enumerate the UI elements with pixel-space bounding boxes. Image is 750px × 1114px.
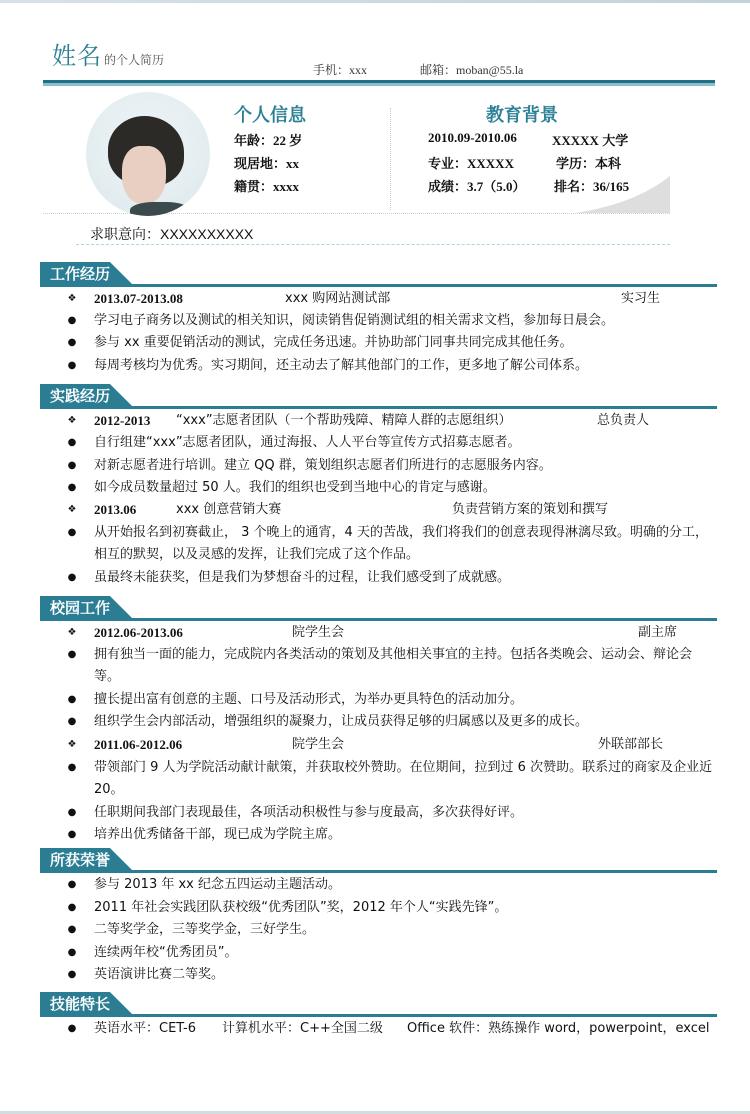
bullet-icon: ● xyxy=(67,879,77,890)
bullet-icon: ● xyxy=(67,716,77,727)
bullet-icon: ● xyxy=(67,437,77,448)
edu-gpa: 成绩：3.7（5.0） xyxy=(428,179,526,195)
age-value: 22 岁 xyxy=(273,133,303,148)
avatar xyxy=(86,92,210,216)
bullet-icon: ● xyxy=(67,460,77,471)
hometown-value: xxxx xyxy=(273,179,300,194)
section-skills xyxy=(40,992,717,1016)
phone-label: 手机： xyxy=(313,63,350,77)
header-divider xyxy=(43,80,715,86)
section-skills-title: 技能特长 xyxy=(50,995,111,1013)
bullet-icon: ● xyxy=(67,902,77,913)
hometown-row: 籍贯：xxxx xyxy=(234,179,300,195)
edu-major: 专业：XXXXX xyxy=(428,156,514,172)
bullet-icon: ● xyxy=(67,969,77,980)
diamond-bullet-icon: ❖ xyxy=(67,415,77,426)
bullet-icon: ● xyxy=(67,807,77,818)
job-intent-label: 求职意向： xyxy=(90,227,160,243)
edu-rank: 排名：36/165 xyxy=(554,179,630,195)
bullet-icon: ● xyxy=(67,924,77,935)
bullet-icon: ● xyxy=(67,572,77,583)
bullet-icon: ● xyxy=(67,482,77,493)
section-campus-title: 校园工作 xyxy=(50,599,111,617)
bullet-icon: ● xyxy=(67,1023,77,1034)
bullet-icon: ● xyxy=(67,649,77,660)
bullet-icon: ● xyxy=(67,694,77,705)
section-honors xyxy=(40,848,717,872)
phone-contact xyxy=(313,61,367,78)
bullet-icon: ● xyxy=(67,527,77,538)
diamond-bullet-icon: ❖ xyxy=(67,293,77,304)
phone-value: xxx xyxy=(349,63,368,77)
section-practice xyxy=(40,384,717,408)
location-value: xx xyxy=(286,156,300,171)
email-contact xyxy=(420,61,523,78)
edu-period: 2010.09-2010.06 xyxy=(428,130,517,145)
personal-info-title: 个人信息 xyxy=(234,105,306,126)
bullet-icon: ● xyxy=(67,360,77,371)
skill-computer: 计算机水平：C++全国二级 xyxy=(222,1021,383,1036)
skill-english: 英语水平：CET-6 xyxy=(94,1021,197,1036)
section-work-title: 工作经历 xyxy=(50,265,111,283)
job-intent-value: XXXXXXXXXX xyxy=(160,226,254,242)
resume-title xyxy=(52,36,164,71)
subtitle-text: 的个人简历 xyxy=(104,53,165,67)
intent-divider xyxy=(76,244,670,245)
edu-degree: 学历：本科 xyxy=(556,157,622,172)
skill-office: Office 软件：熟练操作 word，powerpoint，excel xyxy=(407,1021,710,1036)
info-divider xyxy=(390,108,391,210)
bullet-icon: ● xyxy=(67,337,77,348)
job-intent xyxy=(90,224,253,244)
location-row: 现居地：xx xyxy=(234,156,300,172)
edu-school: XXXXX 大学 xyxy=(552,133,629,148)
email-value[interactable]: moban@55.la xyxy=(456,63,524,77)
section-campus xyxy=(40,596,717,620)
section-practice-title: 实践经历 xyxy=(50,387,111,405)
diamond-bullet-icon: ❖ xyxy=(67,627,77,638)
name-text: 姓名 xyxy=(52,42,102,70)
bullet-icon: ● xyxy=(67,315,77,326)
age-row: 年龄：22 岁 xyxy=(234,133,303,149)
diamond-bullet-icon: ❖ xyxy=(67,739,77,750)
section-work xyxy=(40,262,717,286)
bullet-icon: ● xyxy=(67,947,77,958)
top-border xyxy=(0,0,750,3)
diamond-bullet-icon: ❖ xyxy=(67,504,77,515)
email-label: 邮箱： xyxy=(420,63,457,77)
bullet-icon: ● xyxy=(67,762,77,773)
education-title: 教育背景 xyxy=(486,105,558,126)
section-honors-title: 所获荣誉 xyxy=(50,851,111,869)
bullet-icon: ● xyxy=(67,829,77,840)
